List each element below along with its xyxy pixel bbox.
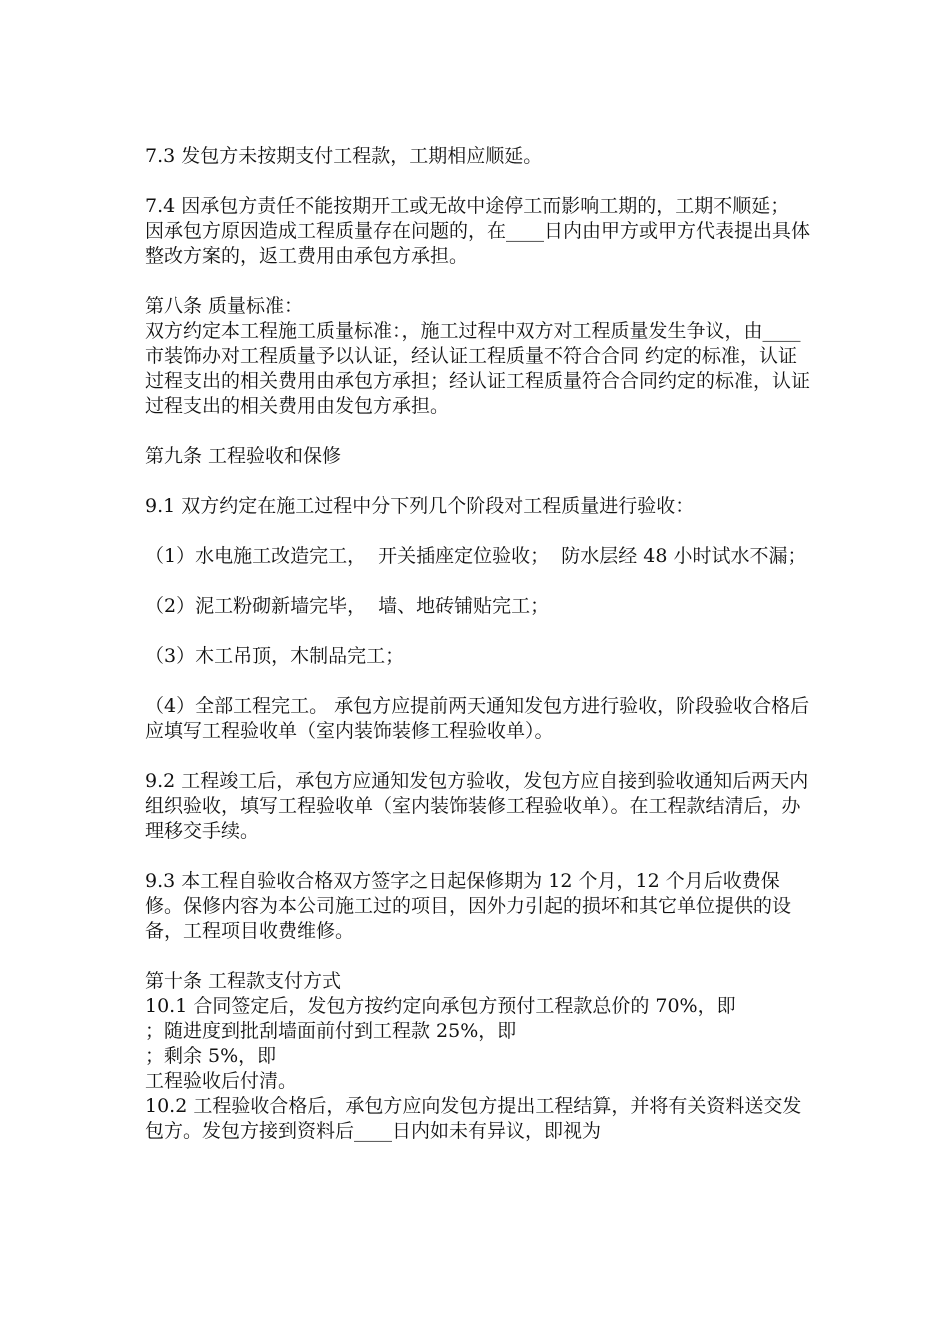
article-8-heading: 第八条 质量标准： [145,295,304,317]
clause-7-4: 7.4 因承包方责任不能按期开工或无故中途停工而影响工期的，工期不顺延； 因承包方原因造成工程质量存在问题的，在____日内由甲方或甲方代表提出具体整改方案的，返工费用由承包方承担。 [145,195,811,267]
article-9-heading: 第九条 工程验收和保修 [145,445,342,467]
article-10-heading: 第十条 工程款支付方式 [145,970,342,992]
clause-10-1-final: 工程验收后付清。 [145,1070,298,1092]
clause-10-1-remainder: ；剩余 5%，即 [145,1045,277,1067]
stage-1: （1）水电施工改造完工， 开关插座定位验收； 防水层经 48 小时试水不漏； [145,545,807,567]
contract-text-body [145,144,810,1144]
stage-2: （2）泥工粉砌新墙完毕， 墙、地砖铺贴完工； [145,595,550,617]
article-8-body: 双方约定本工程施工质量标准：，施工过程中双方对工程质量发生争议，由____市装饰办对工程质量予以认证，经认证工程质量不符合合同 约定的标准，认证过程支出的相关费用由承包方承担；经认证工程质量符合合同约定的标准，认证过程支出的相关费用由发包方承担。 [145,320,811,417]
clause-9-1: 9.1 双方约定在施工过程中分下列几个阶段对工程质量进行验收： [145,495,695,517]
clause-9-2: 9.2 工程竣工后，承包方应通知发包方验收，发包方应自接到验收通知后两天内组织验收，填写工程验收单（室内装饰装修工程验收单）。在工程款结清后，办理移交手续。 [145,770,809,842]
clause-10-1-progress: ；随进度到批刮墙面前付到工程款 25%，即 [145,1020,517,1042]
clause-9-3: 9.3 本工程自验收合格双方签字之日起保修期为 12 个月，12 个月后收费保修。保修内容为本公司施工过的项目，因外力引起的损坏和其它单位提供的设备，工程项目收费维修。 [145,870,792,942]
clause-10-1: 10.1 合同签定后，发包方按约定向承包方预付工程款总价的 70%，即 [145,995,736,1017]
clause-7-3: 7.3 发包方未按期支付工程款，工期相应顺延。 [145,145,543,167]
stage-4: （4）全部工程完工。 承包方应提前两天通知发包方进行验收，阶段验收合格后应填写工程验收单（室内装饰装修工程验收单）。 [145,695,810,742]
clause-10-2: 10.2 工程验收合格后，承包方应向发包方提出工程结算，并将有关资料送交发包方。发包方接到资料后____日内如未有异议，即视为 [145,1095,802,1142]
stage-3: （3）木工吊顶，木制品完工； [145,645,405,667]
